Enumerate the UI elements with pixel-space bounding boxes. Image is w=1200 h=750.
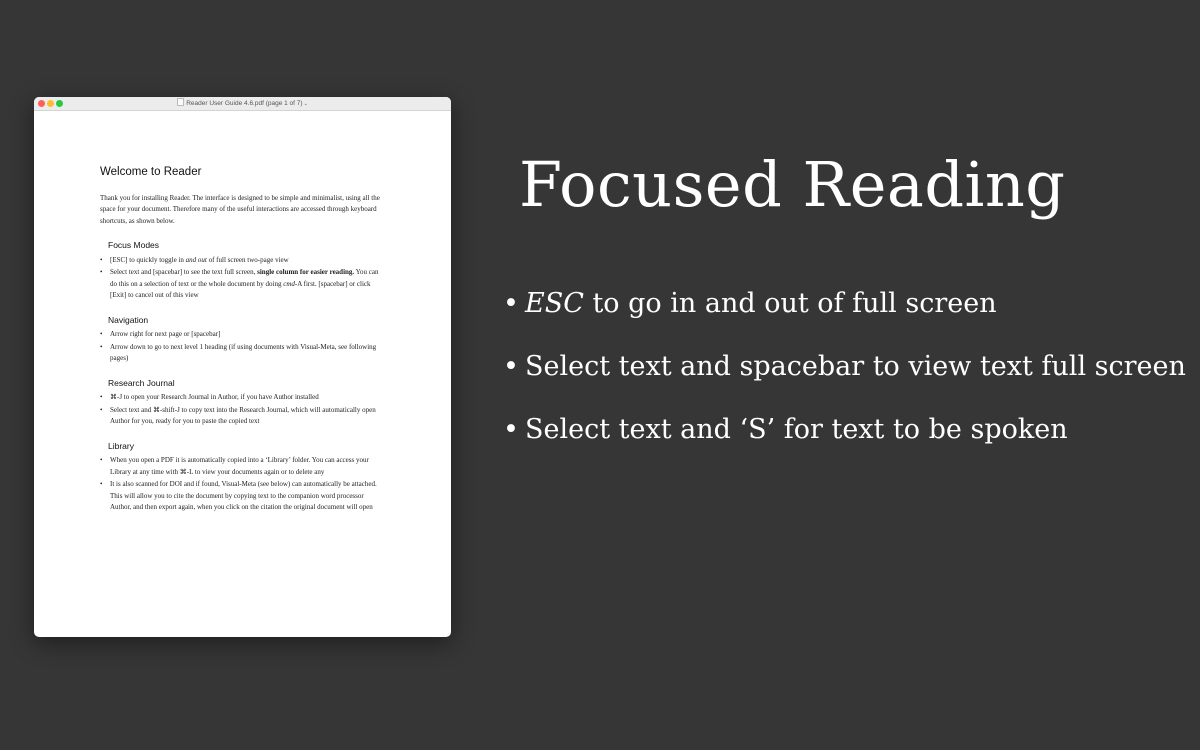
section-title-focus-modes: Focus Modes xyxy=(108,240,160,250)
list-item: • Arrow down to go to next level 1 heading (if using documents with Visual-Meta, see following pages) xyxy=(110,342,384,365)
slide-bullet-text: to go in and out of full screen xyxy=(583,288,997,319)
pdf-page-content xyxy=(100,167,384,515)
chevron-down-icon[interactable]: ⌄ xyxy=(303,101,308,107)
list-item: • [ESC] to quickly toggle in and out of full screen two-page view xyxy=(110,255,384,267)
slide-bullet xyxy=(503,351,1186,414)
slide-bullet xyxy=(503,414,1186,477)
list-item: • Arrow right for next page or [spacebar] xyxy=(110,329,384,341)
section-title-library: Library xyxy=(108,440,134,451)
bullet-marker: • xyxy=(503,414,519,445)
bullet-marker: • xyxy=(503,288,519,319)
slide-bullet-text: Select text and ‘S’ for text to be spoken xyxy=(525,414,1068,445)
pdf-document-icon xyxy=(177,98,184,106)
research-journal-list xyxy=(100,392,384,428)
focus-modes-list xyxy=(100,255,384,302)
library-list xyxy=(100,455,384,514)
navigation-list xyxy=(100,329,384,365)
reader-window[interactable] xyxy=(34,97,451,637)
list-item: • Select text and ⌘-shift-J to copy text into the Research Journal, which will automatically open Author for you, ready for you to paste the copied text xyxy=(110,405,384,428)
slide-bullet-list xyxy=(503,288,1186,477)
slide-bullet-emphasis: ESC xyxy=(525,288,584,319)
list-item: • ⌘-J to open your Research Journal in Author, if you have Author installed xyxy=(110,392,384,404)
window-titlebar[interactable] xyxy=(34,97,451,111)
section-title-research-journal: Research Journal xyxy=(108,377,175,388)
window-title[interactable]: Reader User Guide 4.6.pdf (page 1 of 7)⌄ xyxy=(34,98,451,110)
list-item: • When you open a PDF it is automatically copied into a ‘Library’ folder. You can access your Library at any time with ⌘-L to view your documents again or to delete any xyxy=(110,455,384,478)
list-item: • Select text and [spacebar] to see the text full screen, single column for easier reading. You can do this on a selection of text or the whole document by doing cmd-A first. [spacebar] or click [Exit] to cancel out of this view xyxy=(110,267,384,302)
slide-title: Focused Reading xyxy=(519,148,1066,221)
slide-bullet-text: Select text and spacebar to view text full screen xyxy=(525,351,1186,382)
section-title-navigation: Navigation xyxy=(108,314,149,325)
doc-heading: Welcome to Reader xyxy=(100,166,202,178)
bullet-marker: • xyxy=(503,351,519,382)
doc-intro: Thank you for installing Reader. The interface is designed to be simple and minimalist, using all the space for your document. Therefore many of the useful interactions are accessed through keyboard shortcuts, as shown below. xyxy=(100,193,380,225)
slide-bullet xyxy=(503,288,1186,351)
list-item: • It is also scanned for DOI and if found, Visual-Meta (see below) can automatically be attached. This will allow you to cite the document by copying text to the companion word processor Author, and then export again, when you click on the citation the original document will open xyxy=(110,479,384,514)
